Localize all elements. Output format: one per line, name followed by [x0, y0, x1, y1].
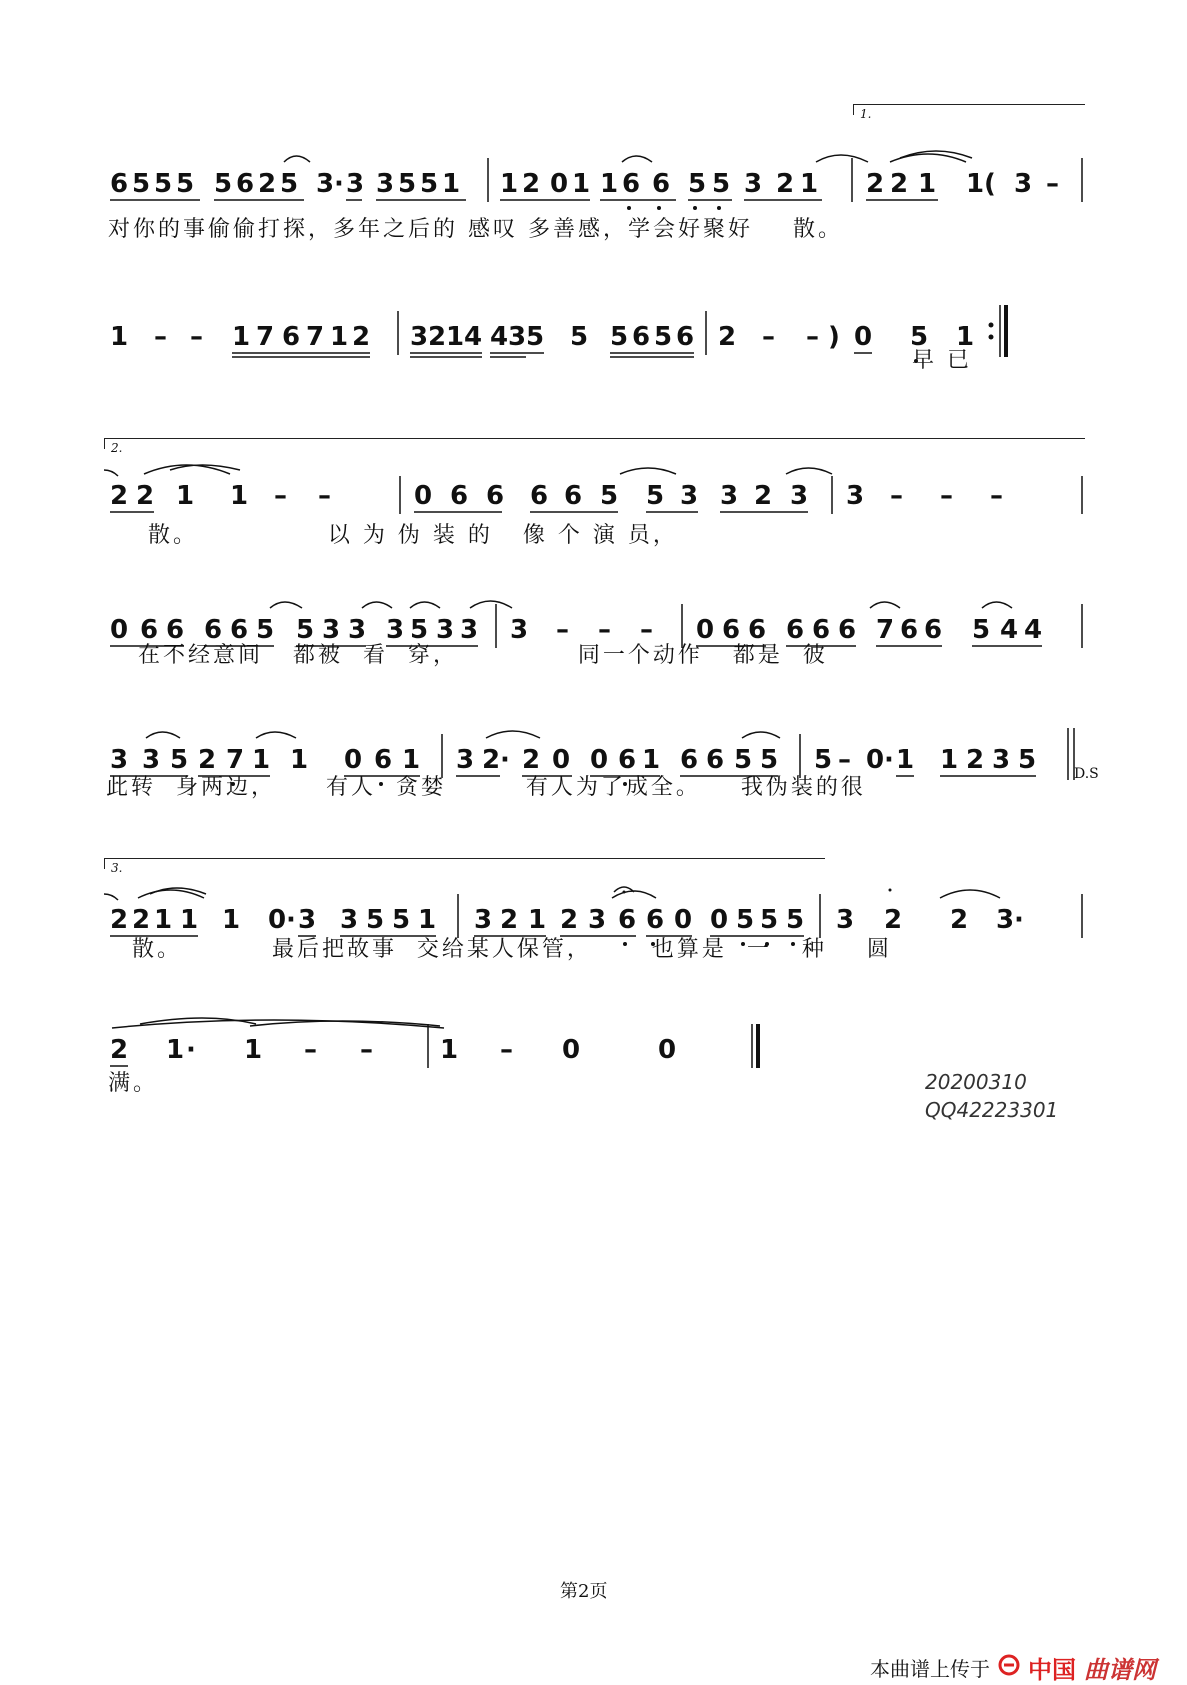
svg-text:1: 1	[896, 745, 915, 775]
third-ending-label: 3.	[111, 861, 123, 875]
svg-text:2: 2	[110, 481, 129, 511]
svg-text:3: 3	[348, 615, 367, 645]
svg-text:5: 5	[296, 615, 315, 645]
lyric-line-1: 对你的事偷偷打探，多年之后的 感叹 多善感，学会好聚好 散。	[108, 217, 843, 242]
svg-text:–: –	[940, 481, 953, 511]
svg-text:1: 1	[418, 905, 437, 935]
watermark-prefix: 本曲谱上传于	[870, 1657, 990, 1681]
svg-text:1: 1	[528, 905, 547, 935]
svg-text:1: 1	[500, 169, 519, 199]
date-stamp: 20200310	[925, 1070, 1027, 1094]
svg-text:2: 2	[132, 905, 151, 935]
svg-text:5: 5	[610, 322, 629, 352]
svg-text:6: 6	[706, 745, 725, 775]
svg-text:–: –	[990, 481, 1003, 511]
svg-text:3: 3	[1014, 169, 1033, 199]
notation-line-1	[0, 150, 1187, 220]
svg-text:2: 2	[866, 169, 885, 199]
svg-text:(: (	[984, 169, 996, 199]
svg-text:7: 7	[226, 745, 245, 775]
svg-text:5: 5	[712, 169, 731, 199]
svg-text:6: 6	[618, 905, 637, 935]
svg-text:–: –	[556, 615, 569, 645]
notation-line-2	[0, 303, 1187, 363]
svg-text:–: –	[360, 1035, 373, 1065]
svg-text:3: 3	[298, 905, 317, 935]
svg-text:·: ·	[186, 1035, 196, 1065]
svg-text:7: 7	[306, 322, 325, 352]
svg-text:1: 1	[572, 169, 591, 199]
svg-text:3: 3	[992, 745, 1011, 775]
svg-text:1: 1	[244, 1035, 263, 1065]
svg-text:2: 2	[718, 322, 737, 352]
svg-text:6: 6	[140, 615, 159, 645]
svg-text:6: 6	[676, 322, 695, 352]
svg-text:3: 3	[456, 745, 475, 775]
svg-text:3: 3	[322, 615, 341, 645]
svg-text:): )	[828, 322, 840, 352]
svg-text:6: 6	[486, 481, 505, 511]
svg-text:0: 0	[550, 169, 569, 199]
svg-text:0: 0	[866, 745, 885, 775]
svg-text:–: –	[640, 615, 653, 645]
svg-text:1: 1	[290, 745, 309, 775]
svg-text:1: 1	[230, 481, 249, 511]
svg-text:–: –	[890, 481, 903, 511]
svg-text:2: 2	[482, 745, 501, 775]
score-line-5	[0, 726, 1187, 826]
svg-text:5: 5	[526, 322, 545, 352]
svg-text:–: –	[598, 615, 611, 645]
lyric-line-5: 此转 身两边， 有人 贪婪 有人为了成全。 我伪装的很	[106, 775, 866, 800]
svg-text:6: 6	[786, 615, 805, 645]
svg-text:0: 0	[590, 745, 609, 775]
svg-text:3: 3	[744, 169, 763, 199]
svg-text:5: 5	[814, 745, 833, 775]
svg-text:5: 5	[1018, 745, 1037, 775]
svg-text:1: 1	[222, 905, 241, 935]
site-watermark	[870, 1650, 1156, 1685]
svg-text:·: ·	[286, 905, 296, 935]
svg-text:6: 6	[618, 745, 637, 775]
svg-text:·: ·	[500, 745, 510, 775]
svg-text:3: 3	[720, 481, 739, 511]
watermark-brand: 中国	[1028, 1656, 1076, 1684]
svg-text:6: 6	[204, 615, 223, 645]
svg-text:2: 2	[198, 745, 217, 775]
ds-mark: D.S	[1074, 766, 1099, 782]
svg-text:0: 0	[710, 905, 729, 935]
svg-text:3: 3	[386, 615, 405, 645]
svg-text:2: 2	[522, 745, 541, 775]
svg-text:3: 3	[510, 615, 529, 645]
svg-text:–: –	[154, 322, 167, 352]
svg-text:6: 6	[530, 481, 549, 511]
svg-text:1: 1	[110, 322, 129, 352]
svg-text:1: 1	[166, 1035, 185, 1065]
svg-text:4: 4	[490, 322, 509, 352]
svg-text:4: 4	[464, 322, 483, 352]
score-line-2	[0, 303, 1187, 393]
svg-text:2: 2	[560, 905, 579, 935]
svg-text:6: 6	[282, 322, 301, 352]
svg-text:5: 5	[392, 905, 411, 935]
svg-text:6: 6	[680, 745, 699, 775]
page-number: 第2页	[560, 1581, 608, 1602]
svg-text:3: 3	[340, 905, 359, 935]
svg-text:2: 2	[428, 322, 447, 352]
svg-text:0: 0	[414, 481, 433, 511]
svg-text:3: 3	[316, 169, 335, 199]
svg-text:5: 5	[734, 745, 753, 775]
second-ending-label: 2.	[111, 441, 123, 455]
svg-text:1: 1	[966, 169, 985, 199]
svg-text:0: 0	[110, 615, 129, 645]
svg-text:1: 1	[402, 745, 421, 775]
svg-text:0: 0	[658, 1035, 677, 1065]
svg-text:5: 5	[366, 905, 385, 935]
svg-text:2: 2	[352, 322, 371, 352]
watermark-logo-icon	[998, 1654, 1020, 1682]
svg-text:6: 6	[900, 615, 919, 645]
svg-text:5: 5	[256, 615, 275, 645]
svg-text:2: 2	[258, 169, 277, 199]
svg-text:–: –	[762, 322, 775, 352]
svg-text:4: 4	[1024, 615, 1043, 645]
svg-text:5: 5	[646, 481, 665, 511]
svg-text:3: 3	[376, 169, 395, 199]
svg-text:2: 2	[110, 1035, 129, 1065]
svg-text:5: 5	[600, 481, 619, 511]
svg-text:3: 3	[680, 481, 699, 511]
svg-text:0: 0	[268, 905, 287, 935]
svg-text:3: 3	[588, 905, 607, 935]
svg-text:0: 0	[854, 322, 873, 352]
svg-text:6: 6	[374, 745, 393, 775]
svg-text:3: 3	[790, 481, 809, 511]
watermark-brand-2: 曲谱网	[1084, 1656, 1156, 1684]
svg-text:2: 2	[950, 905, 969, 935]
svg-text:5: 5	[688, 169, 707, 199]
svg-text:1: 1	[642, 745, 661, 775]
svg-text:–: –	[190, 322, 203, 352]
svg-text:3: 3	[508, 322, 527, 352]
svg-text:1: 1	[154, 905, 173, 935]
svg-text:1: 1	[442, 169, 461, 199]
svg-text:6: 6	[632, 322, 651, 352]
svg-text:1: 1	[180, 905, 199, 935]
svg-text:5: 5	[280, 169, 299, 199]
svg-text:2: 2	[110, 905, 129, 935]
notation-line-7	[0, 1016, 1187, 1076]
first-ending-label: 1.	[860, 107, 872, 121]
svg-text:6: 6	[812, 615, 831, 645]
svg-text:6: 6	[646, 905, 665, 935]
svg-text:5: 5	[972, 615, 991, 645]
qq-stamp: QQ42223301	[925, 1098, 1059, 1122]
score-line-4	[0, 596, 1187, 686]
svg-text:2: 2	[884, 905, 903, 935]
svg-text:–: –	[274, 481, 287, 511]
svg-text:·: ·	[884, 745, 894, 775]
lyric-line-7: 满。	[108, 1071, 159, 1096]
svg-text:6: 6	[748, 615, 767, 645]
svg-text:3: 3	[346, 169, 365, 199]
svg-text:–: –	[500, 1035, 513, 1065]
svg-text:3: 3	[142, 745, 161, 775]
svg-text:0: 0	[552, 745, 571, 775]
lyric-line-2: 早 已	[912, 348, 972, 373]
score-line-6	[0, 886, 1187, 986]
svg-text:5: 5	[132, 169, 151, 199]
svg-text:–: –	[318, 481, 331, 511]
svg-text:–: –	[806, 322, 819, 352]
svg-text:0: 0	[344, 745, 363, 775]
third-ending-bracket	[104, 858, 825, 875]
score-line-1	[0, 150, 1187, 242]
svg-text:1: 1	[440, 1035, 459, 1065]
svg-text:5: 5	[786, 905, 805, 935]
svg-text:6: 6	[622, 169, 641, 199]
svg-text:4: 4	[1000, 615, 1019, 645]
svg-text:2: 2	[966, 745, 985, 775]
svg-text:1: 1	[446, 322, 465, 352]
score-line-3	[0, 462, 1187, 562]
svg-text:5: 5	[760, 905, 779, 935]
svg-text:7: 7	[256, 322, 275, 352]
svg-text:3: 3	[460, 615, 479, 645]
svg-text:2: 2	[754, 481, 773, 511]
svg-text:6: 6	[838, 615, 857, 645]
svg-text:6: 6	[230, 615, 249, 645]
svg-text:5: 5	[570, 322, 589, 352]
lyric-line-6: 散。 最后把故事 交给某人保管， 也算是 一 种 圆	[132, 937, 892, 962]
svg-text:5: 5	[214, 169, 233, 199]
svg-text:3: 3	[110, 745, 129, 775]
svg-text:5: 5	[410, 615, 429, 645]
svg-text:6: 6	[236, 169, 255, 199]
svg-text:3: 3	[436, 615, 455, 645]
svg-text:5: 5	[760, 745, 779, 775]
notation-line-3	[0, 462, 1187, 522]
svg-text:1: 1	[800, 169, 819, 199]
svg-text:3: 3	[474, 905, 493, 935]
svg-text:6: 6	[450, 481, 469, 511]
svg-text:0: 0	[562, 1035, 581, 1065]
svg-text:6: 6	[652, 169, 671, 199]
svg-text:3: 3	[846, 481, 865, 511]
svg-text:1: 1	[232, 322, 251, 352]
svg-text:5: 5	[176, 169, 195, 199]
svg-text:1: 1	[940, 745, 959, 775]
svg-text:2: 2	[776, 169, 795, 199]
svg-text:2: 2	[890, 169, 909, 199]
svg-text:0: 0	[674, 905, 693, 935]
svg-text:1: 1	[176, 481, 195, 511]
svg-text:6: 6	[564, 481, 583, 511]
first-ending-bracket	[853, 104, 1085, 121]
svg-text:1: 1	[330, 322, 349, 352]
svg-text:6: 6	[110, 169, 129, 199]
svg-text:2: 2	[136, 481, 155, 511]
svg-text:0: 0	[696, 615, 715, 645]
svg-text:5: 5	[420, 169, 439, 199]
second-ending-bracket	[104, 438, 1085, 455]
svg-text:1: 1	[918, 169, 937, 199]
svg-text:1: 1	[956, 322, 975, 352]
svg-text:–: –	[304, 1035, 317, 1065]
svg-text:–: –	[1046, 169, 1059, 199]
svg-text:5: 5	[736, 905, 755, 935]
svg-text:·: ·	[1014, 905, 1024, 935]
lyric-line-4: 在不经意间 都被 看 穿， 同一个动作 都是 彼	[138, 643, 828, 668]
svg-text:5: 5	[398, 169, 417, 199]
svg-text:3: 3	[836, 905, 855, 935]
svg-text:6: 6	[924, 615, 943, 645]
svg-text:·: ·	[334, 169, 344, 199]
svg-text:5: 5	[654, 322, 673, 352]
svg-text:5: 5	[170, 745, 189, 775]
svg-text:–: –	[838, 745, 851, 775]
svg-text:7: 7	[876, 615, 895, 645]
svg-text:3: 3	[996, 905, 1015, 935]
svg-text:5: 5	[154, 169, 173, 199]
svg-text:1: 1	[600, 169, 619, 199]
svg-text:1: 1	[252, 745, 271, 775]
svg-text:2: 2	[522, 169, 541, 199]
lyric-line-3: 散。 以 为 伪 装 的 像 个 演 员，	[148, 523, 678, 548]
svg-text:6: 6	[166, 615, 185, 645]
svg-text:5: 5	[910, 322, 929, 352]
svg-text:2: 2	[500, 905, 519, 935]
svg-text:3: 3	[410, 322, 429, 352]
svg-text:6: 6	[722, 615, 741, 645]
